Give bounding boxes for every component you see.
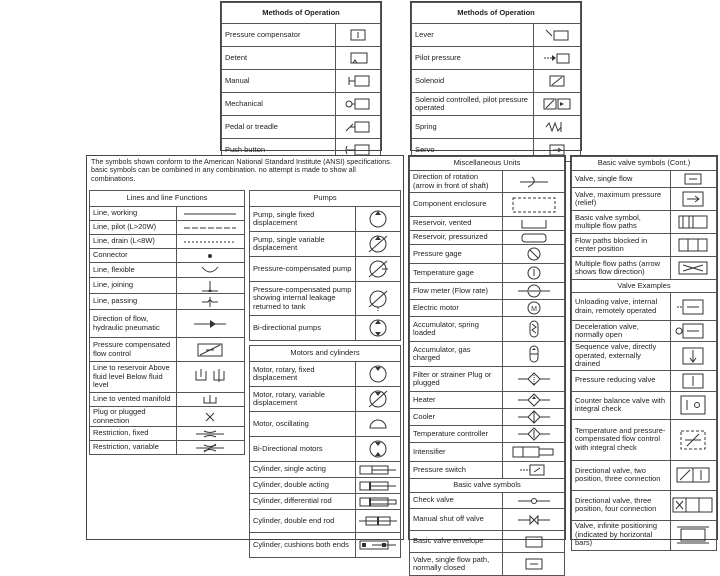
bidirectional-pump-symbol — [355, 316, 400, 341]
three-position-valve-symbol — [670, 490, 716, 520]
motor-row-label: Cylinder, cushions both ends — [250, 533, 356, 558]
enclosure-symbol — [503, 193, 565, 217]
drain-line-symbol — [176, 235, 244, 249]
valve-example-label: Counter balance valve with integral check — [572, 391, 671, 419]
deceleration-valve-symbol — [670, 321, 716, 342]
shutoff-valve-symbol — [503, 509, 565, 531]
pumps-title: Pumps — [250, 191, 401, 207]
working-line-symbol — [176, 207, 244, 221]
misc-row-label: Direction of rotation (arrow in front of shaft) — [410, 171, 503, 193]
misc-row-label: Intensifier — [410, 443, 503, 462]
valve-example-label: Directional valve, three position, four connection — [572, 490, 671, 520]
valve-cont-row-label: Flow paths blocked in center position — [572, 234, 671, 257]
pilot-pressure-symbol — [533, 47, 580, 70]
single-cylinder-symbol — [355, 462, 400, 478]
valve-row-label: Check valve — [410, 493, 503, 509]
valve-row-label: Manual shut off valve — [410, 509, 503, 531]
check-valve-symbol — [503, 493, 565, 509]
temp-controller-symbol — [503, 426, 565, 443]
pump-row-label: Bi-directional pumps — [250, 316, 356, 341]
plug-symbol — [176, 407, 244, 427]
detent-symbol — [336, 47, 381, 70]
methods-table-left — [221, 2, 381, 162]
pumps-motors-column — [249, 190, 401, 558]
method-row-label: Detent — [222, 47, 336, 70]
two-position-valve-symbol — [670, 460, 716, 490]
pressure-compensator-symbol — [336, 24, 381, 47]
valve-example-label: Temperature and pressure-compensated flow control with integral check — [572, 419, 671, 460]
valve-cont-title: Basic valve symbols (Cont.) — [572, 157, 717, 171]
method-row-label: Servo — [412, 139, 534, 162]
double-cylinder-symbol — [355, 478, 400, 494]
method-row-label: Lever — [412, 24, 534, 47]
pump-row-label: Pressure-compensated pump — [250, 257, 356, 282]
motors-title: Motors and cylinders — [250, 346, 401, 362]
filter-symbol — [503, 367, 565, 392]
basic-valves-title: Basic valve symbols — [410, 479, 565, 493]
method-row-label: Pressure compensator — [222, 24, 336, 47]
valve-example-label: Sequence valve, directly operated, externally drained — [572, 342, 671, 371]
method-row-label: Mechanical — [222, 93, 336, 116]
motor-row-label: Motor, rotary, variable displacement — [250, 387, 356, 412]
compensated-flow-symbol — [176, 338, 244, 362]
valve-cont-row-label: Valve, maximum pressure (relief) — [572, 188, 671, 211]
temperature-gage-symbol — [503, 264, 565, 283]
pressurized-reservoir-symbol — [503, 231, 565, 245]
misc-row-label: Temperature gage — [410, 264, 503, 283]
fixed-pump-symbol — [355, 207, 400, 232]
spring-symbol — [533, 116, 580, 139]
method-row-label: Pilot pressure — [412, 47, 534, 70]
pressure-gage-symbol — [503, 245, 565, 264]
flow-direction-valve-symbol — [670, 257, 716, 280]
closed-valve-symbol — [503, 553, 565, 576]
relief-valve-symbol — [670, 188, 716, 211]
valve-row-label: Basic valve envelope — [410, 531, 503, 553]
misc-title: Miscellaneous Units — [410, 157, 565, 171]
line-row-label: Line, joining — [90, 278, 177, 294]
infinite-positioning-valve-symbol — [670, 520, 716, 550]
connector-symbol — [176, 249, 244, 263]
multi-path-valve-symbol — [670, 211, 716, 234]
cushion-cylinder-symbol — [355, 533, 400, 558]
top-right-panel — [410, 1, 582, 154]
line-row-label: Plug or plugged connection — [90, 407, 177, 427]
line-row-label: Line to vented manifold — [90, 393, 177, 407]
motor-row-label: Motor, rotary, fixed displacement — [250, 362, 356, 387]
intensifier-symbol — [503, 443, 565, 462]
misc-row-label: Flow meter (Flow rate) — [410, 283, 503, 300]
variable-restriction-symbol — [176, 441, 244, 455]
cooler-symbol — [503, 409, 565, 426]
valve-cont-table — [571, 156, 717, 551]
gas-accumulator-symbol — [503, 342, 565, 367]
rotation-direction-symbol — [503, 171, 565, 193]
vented-manifold-symbol — [176, 393, 244, 407]
variable-pump-symbol — [355, 232, 400, 257]
valve-example-label: Directional valve, two position, three connection — [572, 460, 671, 490]
valve-cont-row-label: Basic valve symbol, multiple flow paths — [572, 211, 671, 234]
joining-line-symbol — [176, 278, 244, 294]
method-row-label: Pedal or treadle — [222, 116, 336, 139]
misc-row-label: Component enclosure — [410, 193, 503, 217]
misc-row-label: Heater — [410, 392, 503, 409]
methods-right-title: Methods of Operation — [412, 3, 581, 24]
valve-cont-row-label: Multiple flow paths (arrow shows flow direction) — [572, 257, 671, 280]
valve-envelope-symbol — [503, 531, 565, 553]
valve-examples-title: Valve Examples — [572, 280, 717, 293]
solenoid-symbol — [533, 70, 580, 93]
passing-line-symbol — [176, 294, 244, 310]
motor-row-label: Cylinder, differential rod — [250, 494, 356, 510]
lines-pumps-panel — [86, 155, 404, 549]
lines-column — [89, 190, 245, 455]
line-row-label: Restriction, fixed — [90, 427, 177, 441]
misc-row-label: Pressure gage — [410, 245, 503, 264]
misc-row-label: Temperature controller — [410, 426, 503, 443]
misc-row-label: Accumulator, gas charged — [410, 342, 503, 367]
top-left-panel — [220, 1, 382, 154]
valve-example-label: Deceleration valve, normally open — [572, 321, 671, 342]
methods-left-title: Methods of Operation — [222, 3, 381, 24]
counterbalance-valve-symbol — [670, 391, 716, 419]
pumps-table — [249, 190, 401, 341]
compensated-pump-symbol — [355, 257, 400, 282]
methods-table-right — [411, 2, 581, 162]
misc-row-label: Reservoir, vented — [410, 217, 503, 231]
heater-symbol — [503, 392, 565, 409]
motor-row-label: Cylinder, single acting — [250, 462, 356, 478]
motor-row-label: Motor, oscillating — [250, 412, 356, 437]
lines-table — [89, 190, 245, 455]
line-row-label: Line, drain (L<8W) — [90, 235, 177, 249]
leakage-pump-symbol — [355, 282, 400, 316]
flexible-line-symbol — [176, 263, 244, 278]
oscillating-motor-symbol — [355, 412, 400, 437]
flow-direction-symbol — [176, 310, 244, 338]
reducing-valve-symbol — [670, 370, 716, 391]
misc-row-label: Pressure switch — [410, 462, 503, 479]
motors-table — [249, 345, 401, 558]
valve-example-label: Valve, infinite positioning (indicated by horizontal bars) — [572, 520, 671, 550]
valve-example-label: Unloading valve, internal drain, remotely operated — [572, 293, 671, 321]
pressure-switch-symbol — [503, 462, 565, 479]
valve-cont-panel — [570, 155, 718, 548]
misc-units-panel — [408, 155, 566, 572]
spring-accumulator-symbol — [503, 317, 565, 342]
misc-row-label: Electric motor — [410, 300, 503, 317]
fixed-motor-symbol — [355, 362, 400, 387]
unloading-valve-symbol — [670, 293, 716, 321]
pump-row-label: Pump, single variable displacement — [250, 232, 356, 257]
line-row-label: Line to reservoir Above fluid level Below fluid level — [90, 362, 177, 393]
misc-table — [409, 156, 565, 576]
method-row-label: Manual — [222, 70, 336, 93]
valve-row-label: Valve, single flow path, normally closed — [410, 553, 503, 576]
motor-row-label: Cylinder, double acting — [250, 478, 356, 494]
reservoir-line-symbol — [176, 362, 244, 393]
motor-row-label: Cylinder, double end rod — [250, 510, 356, 533]
temp-pressure-flow-control-symbol — [670, 419, 716, 460]
misc-row-label: Reservoir, pressurized — [410, 231, 503, 245]
line-row-label: Line, flexible — [90, 263, 177, 278]
motor-letter: M — [530, 306, 537, 313]
line-row-label: Line, passing — [90, 294, 177, 310]
intro-paragraph: The symbols shown conform to the American National Standard Institute (ANSI) specifications. basic symbols can be combined in any combination. no attempt is made to show all combinations. — [91, 157, 392, 183]
bidirectional-motor-symbol — [355, 437, 400, 462]
pilot-line-symbol — [176, 221, 244, 235]
method-row-label: Solenoid — [412, 70, 534, 93]
sequence-valve-symbol — [670, 342, 716, 371]
line-row-label: Connector — [90, 249, 177, 263]
line-row-label: Direction of flow, hydraulic pneumatic — [90, 310, 177, 338]
line-row-label: Pressure compensated flow control — [90, 338, 177, 362]
method-row-label: Solenoid controlled, pilot pressure operated — [412, 93, 534, 116]
pump-row-label: Pressure-compensated pump showing internal leakage returned to tank — [250, 282, 356, 316]
single-flow-valve-symbol — [670, 171, 716, 188]
misc-row-label: Filter or strainer Plug or plugged — [410, 367, 503, 392]
line-row-label: Restriction, variable — [90, 441, 177, 455]
electric-motor-symbol — [503, 300, 565, 317]
flow-meter-symbol — [503, 283, 565, 300]
method-row-label: Spring — [412, 116, 534, 139]
mechanical-symbol — [336, 93, 381, 116]
vented-reservoir-symbol — [503, 217, 565, 231]
pump-row-label: Pump, single fixed displacement — [250, 207, 356, 232]
line-row-label: Line, working — [90, 207, 177, 221]
lever-symbol — [533, 24, 580, 47]
line-row-label: Line, pilot (L>20W) — [90, 221, 177, 235]
variable-motor-symbol — [355, 387, 400, 412]
motor-row-label: Bi-Directional motors — [250, 437, 356, 462]
method-row-label: Push button — [222, 139, 336, 162]
lines-title: Lines and line Functions — [90, 191, 245, 207]
valve-cont-row-label: Valve, single flow — [572, 171, 671, 188]
fixed-restriction-symbol — [176, 427, 244, 441]
misc-row-label: Accumulator, spring loaded — [410, 317, 503, 342]
double-end-rod-symbol — [355, 510, 400, 533]
pedal-symbol — [336, 116, 381, 139]
manual-symbol — [336, 70, 381, 93]
blocked-center-valve-symbol — [670, 234, 716, 257]
solenoid-pilot-symbol — [533, 93, 580, 116]
differential-cylinder-symbol — [355, 494, 400, 510]
misc-row-label: Cooler — [410, 409, 503, 426]
valve-example-label: Pressure reducing valve — [572, 370, 671, 391]
